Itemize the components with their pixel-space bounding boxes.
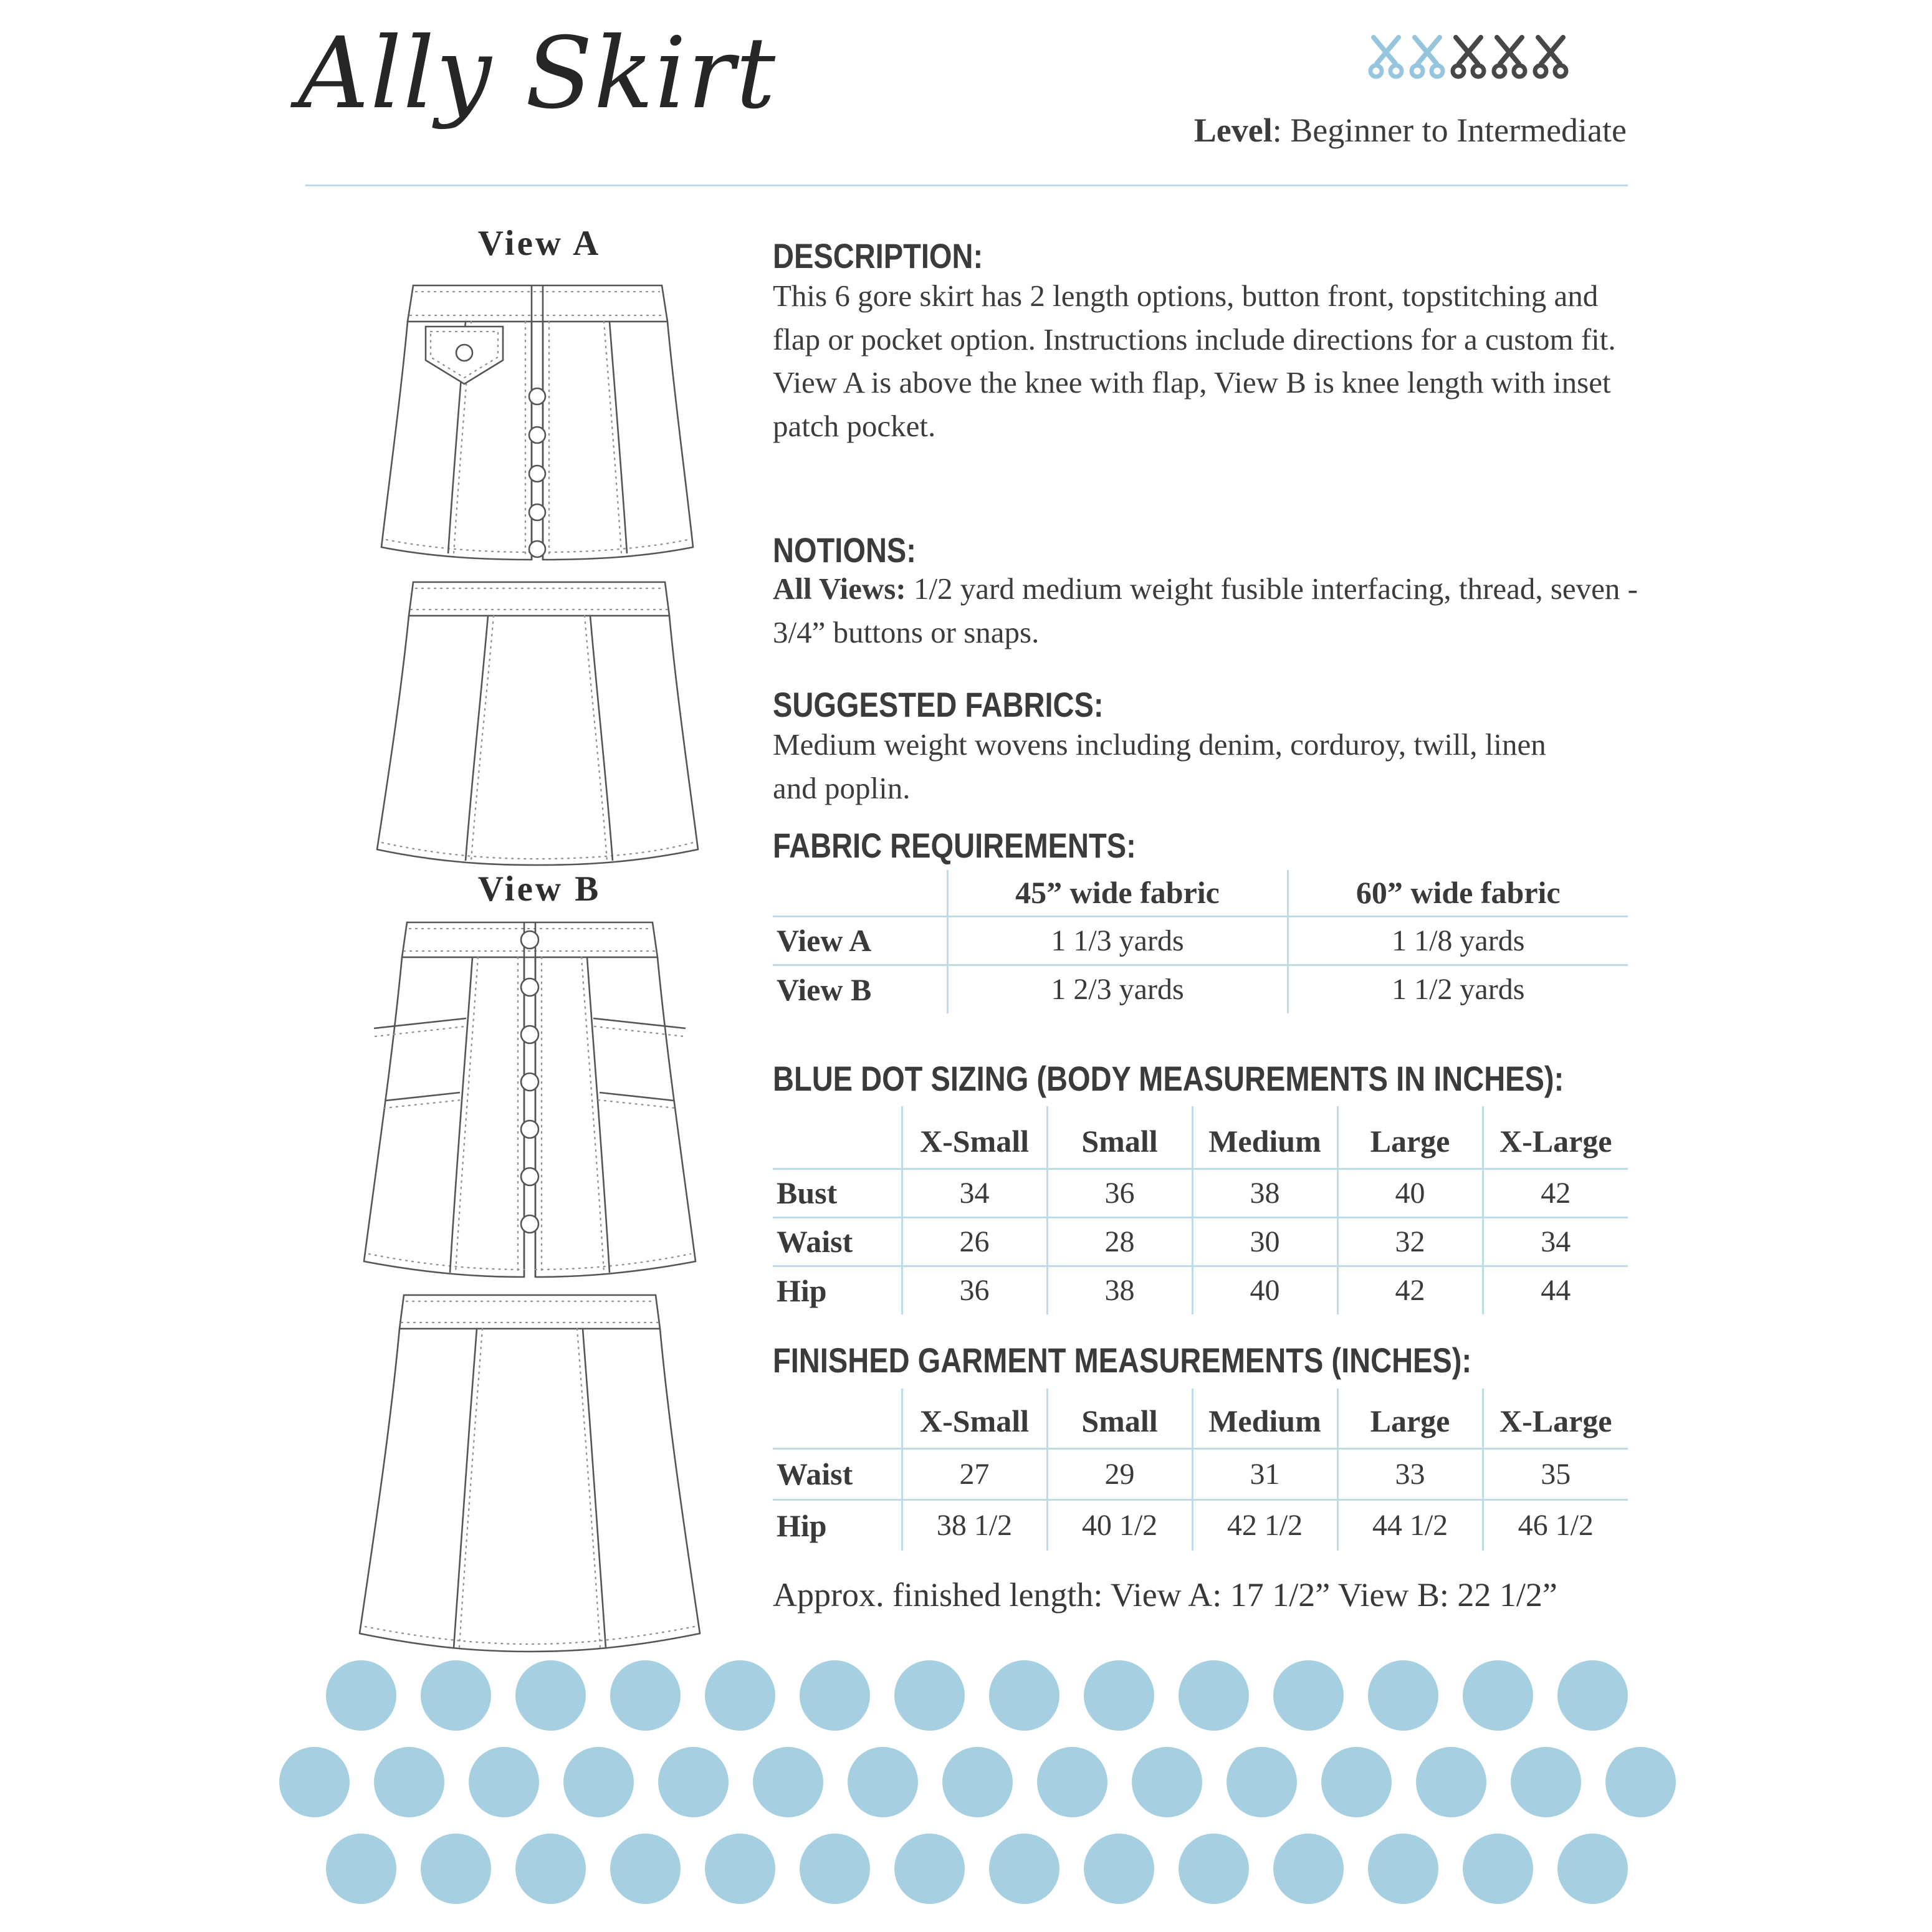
fabric-requirements-table [773,870,1628,1013]
polka-dot [610,1660,681,1731]
fabrics-text: Medium weight wovens including denim, corduroy, twill, linen and poplin. [773,727,1546,805]
cell: 34 [902,1169,1047,1217]
polka-dot [705,1834,775,1904]
polka-dot [753,1747,823,1817]
finished-measurements-table [773,1389,1628,1551]
polka-dot [610,1834,681,1904]
cell: 38 [1047,1266,1192,1314]
description-text: This 6 gore skirt has 2 length options, button front, topstitching and flap or pocket option. Instructions include directions for a custom fit. View A is above the knee with flap, View B is knee length with inset patch pocket. [773,279,1616,443]
scissors-icon [1368,35,1404,80]
polka-dot [1605,1747,1676,1817]
cell: 42 [1337,1266,1483,1314]
view-a-front-drawing [371,272,704,567]
cell: 36 [1047,1169,1192,1217]
view-a-label: View A [477,224,601,263]
scissors-icon [1533,35,1569,80]
polka-dot [800,1660,870,1731]
polka-dot [421,1834,491,1904]
polka-dot [1511,1747,1581,1817]
cell: Bust [773,1169,902,1217]
finished-length-note: Approx. finished length: View A: 17 1/2” View B: 22 1/2” [773,1576,1557,1614]
polka-dot [1557,1660,1628,1731]
cell: 30 [1192,1217,1337,1266]
scissors-icon [1450,35,1486,80]
cell: 28 [1047,1217,1192,1266]
notions-body: 1/2 yard medium weight fusible interfacing, thread, seven - 3/4” buttons or snaps. [773,571,1638,649]
polka-dot [1557,1834,1628,1904]
polka-dot [326,1660,396,1731]
polka-dot [1084,1660,1154,1731]
polka-dot [1179,1660,1249,1731]
polka-dot [1321,1747,1392,1817]
header-divider [305,184,1628,186]
table-row [773,1266,1628,1314]
table-row [773,965,1628,1013]
notions-section-heading: NOTIONS: [773,530,916,570]
notions-text [773,567,1642,654]
polka-dot [942,1747,1013,1817]
cell: X-Small [902,1389,1047,1448]
table-row [773,1499,1628,1551]
fabrics-section-heading: SUGGESTED FABRICS: [773,685,1104,724]
polka-dot [1273,1834,1344,1904]
table-row [773,1106,1628,1169]
cell: Small [1047,1106,1192,1169]
cell: 40 1/2 [1047,1499,1192,1551]
cell: 38 1/2 [902,1499,1047,1551]
scissors-icon [1409,35,1445,80]
polka-dot [1368,1660,1438,1731]
cell: View A [773,916,947,965]
cell: 26 [902,1217,1047,1266]
view-b-back-drawing [349,1286,710,1657]
polka-dot [1463,1660,1533,1731]
description-section-heading: DESCRIPTION: [773,236,983,275]
cell: 35 [1483,1448,1628,1499]
view-a-back-drawing [365,571,710,869]
cell: Medium [1192,1106,1337,1169]
polka-dot [279,1747,350,1817]
cell: X-Large [1483,1106,1628,1169]
cell: X-Large [1483,1389,1628,1448]
fabric-requirements-heading: FABRIC REQUIREMENTS: [773,826,1136,865]
polka-dot [421,1660,491,1731]
table-row [773,870,1628,916]
cell: 45” wide fabric [947,870,1288,916]
scissors-icon [1491,35,1528,80]
table-row [773,1169,1628,1217]
polka-dot [515,1660,586,1731]
level-line [1194,111,1627,150]
cell: 40 [1337,1169,1483,1217]
cell: Waist [773,1448,902,1499]
cell: 1 1/3 yards [947,916,1288,965]
polka-dot [894,1660,965,1731]
cell [773,1106,902,1169]
cell: 44 1/2 [1337,1499,1483,1551]
cell: 34 [1483,1217,1628,1266]
cell: X-Small [902,1106,1047,1169]
polka-dot [563,1747,634,1817]
cell: Medium [1192,1389,1337,1448]
polka-dot [989,1660,1059,1731]
table-row [773,1448,1628,1499]
cell: 29 [1047,1448,1192,1499]
cell: 60” wide fabric [1288,870,1628,916]
polka-dot [1368,1834,1438,1904]
polka-dot [469,1747,539,1817]
cell: 1 1/2 yards [1288,965,1628,1013]
polka-dot [658,1747,729,1817]
cell: 46 1/2 [1483,1499,1628,1551]
polka-dot [894,1834,965,1904]
polka-dot [1463,1834,1533,1904]
cell: 31 [1192,1448,1337,1499]
polka-dot [374,1747,444,1817]
cell: 40 [1192,1266,1337,1314]
difficulty-scissors [1368,35,1569,80]
cell: 1 1/8 yards [1288,916,1628,965]
view-b-label: View B [477,869,601,909]
cell [773,870,947,916]
table-row [773,1389,1628,1448]
cell: 32 [1337,1217,1483,1266]
cell: 33 [1337,1448,1483,1499]
cell: 27 [902,1448,1047,1499]
polka-dot [1273,1660,1344,1731]
polka-dot [1132,1747,1202,1817]
cell: Large [1337,1106,1483,1169]
cell: View B [773,965,947,1013]
level-value: : Beginner to Intermediate [1272,112,1627,149]
sizing-heading: BLUE DOT SIZING (BODY MEASUREMENTS IN INCHES): [773,1059,1564,1098]
polka-dot [1416,1747,1486,1817]
polka-dot [800,1834,870,1904]
notions-lead: All Views: [773,571,906,606]
cell: Waist [773,1217,902,1266]
polka-dot [848,1747,918,1817]
level-label: Level [1193,112,1273,149]
cell: 36 [902,1266,1047,1314]
cell: Hip [773,1499,902,1551]
finished-measurements-heading: FINISHED GARMENT MEASUREMENTS (INCHES): [773,1341,1472,1380]
cell: Hip [773,1266,902,1314]
polka-dot [1227,1747,1297,1817]
cell: 44 [1483,1266,1628,1314]
polka-dot [1037,1747,1107,1817]
table-row [773,1217,1628,1266]
polka-dot [326,1834,396,1904]
cell: Small [1047,1389,1192,1448]
cell [773,1389,902,1448]
polka-dot [705,1660,775,1731]
sizing-table [773,1106,1628,1314]
cell: Large [1337,1389,1483,1448]
cell: 42 1/2 [1192,1499,1337,1551]
polka-dot [1179,1834,1249,1904]
cell: 42 [1483,1169,1628,1217]
page-title: Ally Skirt [298,16,777,131]
table-row [773,916,1628,965]
view-b-front-drawing [355,912,704,1285]
cell: 38 [1192,1169,1337,1217]
polka-dot [1084,1834,1154,1904]
cell: 1 2/3 yards [947,965,1288,1013]
polka-dot [515,1834,586,1904]
polka-dot [989,1834,1059,1904]
